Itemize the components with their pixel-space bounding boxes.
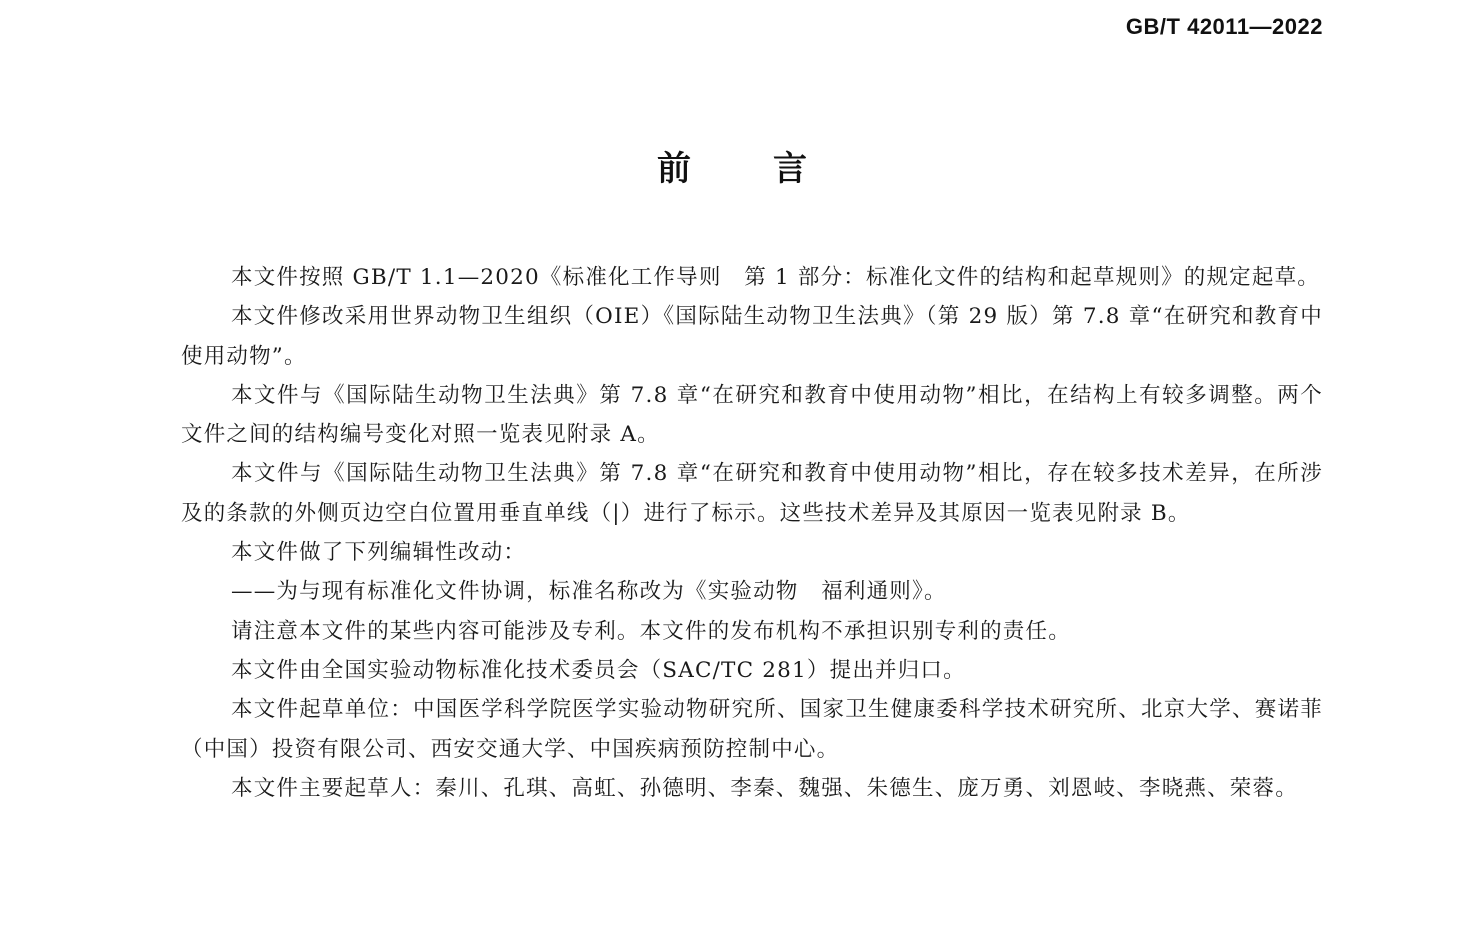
paragraph-drafters: 本文件主要起草人：秦川、孔琪、高虹、孙德明、李秦、魏强、朱德生、庞万勇、刘恩岐、李晓燕、荣蓉。 xyxy=(231,775,1298,801)
editorial-change-item: ——为与现有标准化文件协调，标准名称改为《实验动物 福利通则》。 xyxy=(231,579,947,605)
paragraph-adoption: 本文件修改采用世界动物卫生组织（OIE）《国际陆生动物卫生法典》（第 29 版）第 7.8 章“在研究和教育中使用动物”。 xyxy=(181,304,1323,369)
paragraph-drafting-units: 本文件起草单位：中国医学科学院医学实验动物研究所、国家卫生健康委科学技术研究所、北京大学、赛诺菲（中国）投资有限公司、西安交通大学、中国疾病预防控制中心。 xyxy=(181,697,1323,762)
foreword-body xyxy=(181,258,1323,808)
paragraph-patent-notice: 请注意本文件的某些内容可能涉及专利。本文件的发布机构不承担识别专利的责任。 xyxy=(231,618,1071,644)
standard-number: GB/T 42011—2022 xyxy=(1125,14,1323,39)
paragraph-drafting-rules: 本文件按照 GB/T 1.1—2020《标准化工作导则 第 1 部分：标准化文件的结构和起草规则》的规定起草。 xyxy=(231,265,1320,290)
page-title: 前言 xyxy=(657,149,889,189)
paragraph-proposer: 本文件由全国实验动物标准化技术委员会（SAC/TC 281）提出并归口。 xyxy=(231,657,966,683)
paragraph-technical-differences: 本文件与《国际陆生动物卫生法典》第 7.8 章“在研究和教育中使用动物”相比，存在较多技术差异，在所涉及的条款的外侧页边空白位置用垂直单线（|）进行了标示。这些技术差异及其原因一览表见附录 B。 xyxy=(181,461,1323,526)
paragraph-structure-changes: 本文件与《国际陆生动物卫生法典》第 7.8 章“在研究和教育中使用动物”相比，在结构上有较多调整。两个文件之间的结构编号变化对照一览表见附录 A。 xyxy=(181,382,1323,448)
paragraph-editorial-changes: 本文件做了下列编辑性改动： xyxy=(231,540,527,566)
